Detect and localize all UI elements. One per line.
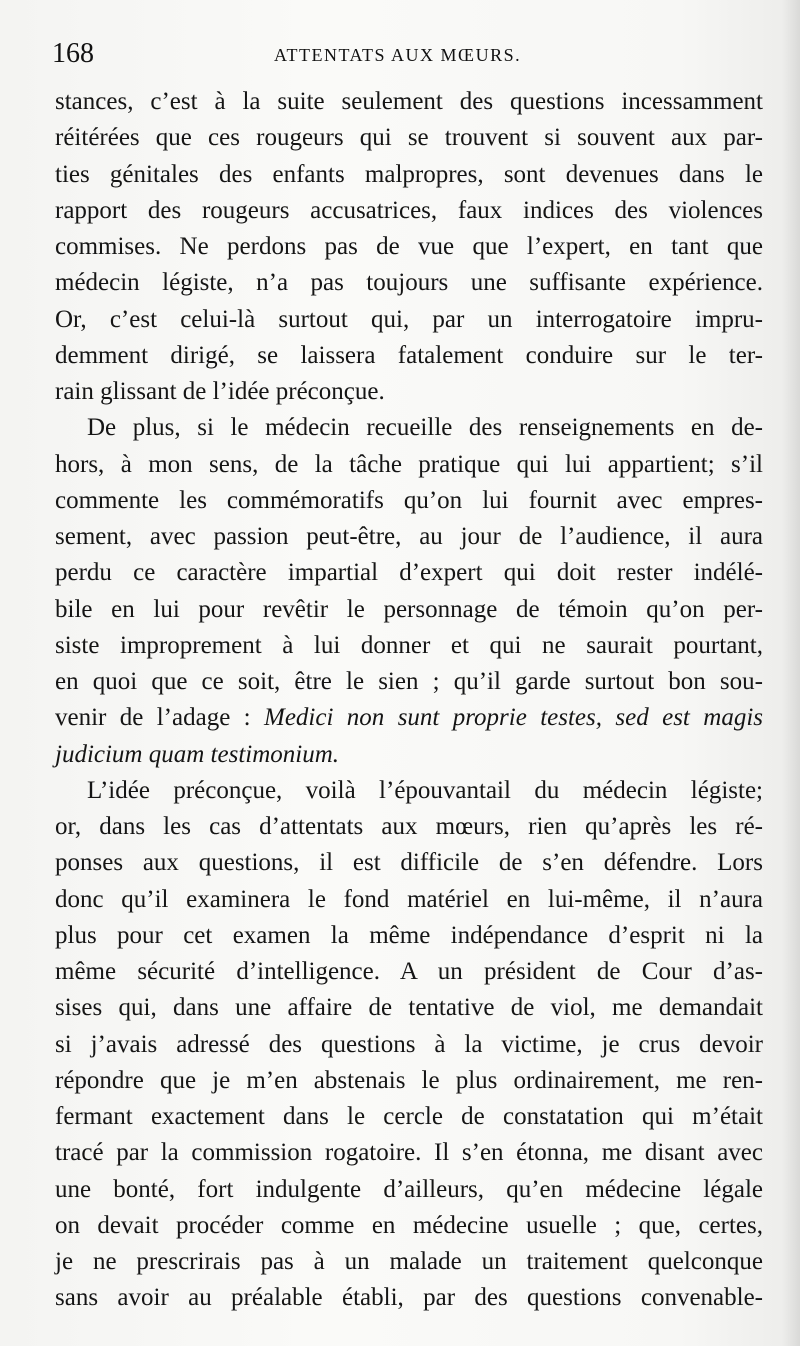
- text-line: [55, 700, 763, 736]
- text-line: or, dans les cas d’attentats aux mœurs, rien qu’après les ré-: [55, 813, 763, 840]
- latin-adage: Medici non sunt proprie testes, sed est magis: [264, 704, 763, 732]
- text-line: une bonté, fort indulgente d’ailleurs, qu’en médecine légale: [55, 1175, 763, 1203]
- paragraph: [55, 84, 763, 410]
- text-line: tracé par la commission rogatoire. Il s’en étonna, me disant avec: [55, 1139, 763, 1167]
- text-line: ponses aux questions, il est difficile de s’en défendre. Lors: [55, 849, 763, 877]
- running-head: ATTENTATS AUX MŒURS.: [274, 45, 522, 65]
- text-line: De plus, si le médecin recueille des renseignements en de-: [87, 414, 763, 442]
- text-line: commente les commémoratifs qu’on lui fournit avec empres-: [55, 486, 763, 514]
- text-line: répondre que je m’en abstenais le plus ordinairement, me ren-: [55, 1066, 763, 1094]
- text-line: même sécurité d’intelligence. A un président de Cour d’as-: [55, 958, 763, 985]
- text-line: stances, c’est à la suite seulement des questions incessamment: [55, 88, 763, 115]
- text-line: L’idée préconçue, voilà l’épouvantail du médecin légiste;: [87, 776, 763, 804]
- text-line: Or, c’est celui-là surtout qui, par un interrogatoire impru-: [55, 305, 763, 333]
- text-line: en quoi que ce soit, être le sien ; qu’il garde surtout bon sou-: [55, 668, 763, 695]
- text-line: réitérées que ces rougeurs qui se trouvent si souvent aux par-: [55, 124, 763, 152]
- text-line: perdu ce caractère impartial d’expert qui doit rester indélé-: [55, 559, 763, 587]
- text-line: plus pour cet examen la même indépendance d’esprit ni la: [55, 921, 763, 949]
- text-line: bile en lui pour revêtir le personnage de témoin qu’on per-: [55, 595, 763, 623]
- text-line: commises. Ne perdons pas de vue que l’expert, en tant que: [55, 233, 763, 260]
- text-line: rapport des rougeurs accusatrices, faux indices des violences: [55, 196, 763, 224]
- text-line: sans avoir au préalable établi, par des questions convenable-: [55, 1284, 763, 1312]
- text-line: hors, à mon sens, de la tâche pratique qui lui appartient; s’il: [55, 450, 763, 478]
- text-line: ties génitales des enfants malpropres, sont devenues dans le: [55, 160, 763, 188]
- page-number: 168: [52, 38, 94, 69]
- text-line: si j’avais adressé des questions à la victime, je crus devoir: [55, 1030, 763, 1058]
- page-header: [52, 38, 752, 74]
- text-line: je ne prescrirais pas à un malade un traitement quelconque: [55, 1248, 763, 1275]
- text-line: siste improprement à lui donner et qui ne saurait pourtant,: [55, 631, 763, 659]
- latin-adage-continued: judicium quam testimonium.: [55, 740, 340, 768]
- paragraph: [55, 410, 763, 773]
- text-line: médecin légiste, n’a pas toujours une suffisante expérience.: [55, 269, 763, 297]
- text-line: sement, avec passion peut-être, au jour de l’audience, il aura: [55, 523, 763, 550]
- text-line: rain glissant de l’idée préconçue.: [55, 378, 385, 405]
- paragraph: [55, 773, 763, 1317]
- adage-intro: venir de l’adage :: [55, 704, 265, 732]
- text-line: sises qui, dans une affaire de tentative de viol, me demandait: [55, 994, 763, 1022]
- text-line: donc qu’il examinera le fond matériel en lui-même, il n’aura: [55, 885, 763, 913]
- text-line: fermant exactement dans le cercle de constatation qui m’était: [55, 1103, 763, 1130]
- body-text: [55, 84, 763, 1317]
- text-line: demment dirigé, se laissera fatalement conduire sur le ter-: [55, 341, 763, 369]
- text-line: on devait procéder comme en médecine usuelle ; que, certes,: [55, 1211, 763, 1239]
